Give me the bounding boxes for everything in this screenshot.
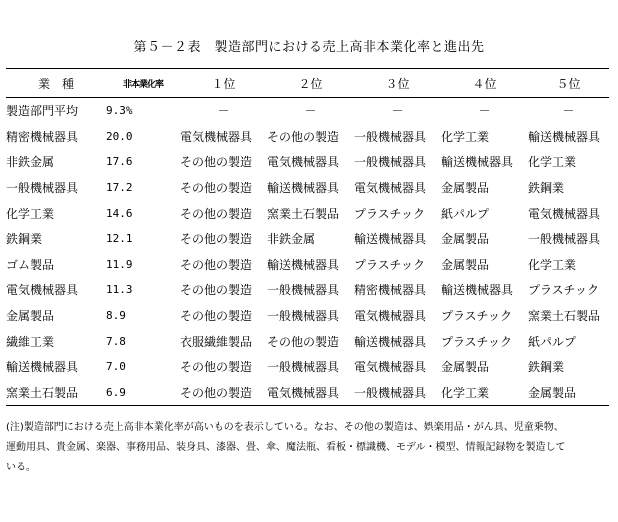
industry-cell: 輸送機械器具 xyxy=(6,360,79,375)
table-row xyxy=(6,303,609,329)
rank-cell: その他の製造 xyxy=(180,232,253,247)
industry-cell: 電気機械器具 xyxy=(6,283,79,298)
table-row xyxy=(6,328,609,354)
rank-cell: 紙パルプ xyxy=(528,334,577,349)
rate-cell: 7.0 xyxy=(106,360,126,374)
industry-cell: 製造部門平均 xyxy=(6,104,79,119)
rank-cell: 一般機械器具 xyxy=(267,309,340,324)
rank-cell: その他の製造 xyxy=(267,129,340,144)
rank-cell: 一般機械器具 xyxy=(267,360,340,375)
rank-cell: 精密機械器具 xyxy=(354,283,427,298)
rank-cell: その他の製造 xyxy=(180,309,253,324)
rank-cell: プラスチック xyxy=(354,206,426,221)
rate-cell: 12.1 xyxy=(106,232,133,246)
table-row xyxy=(6,226,609,252)
rate-cell: 7.8 xyxy=(106,334,126,348)
table-row xyxy=(6,354,609,380)
rank-cell: 電気機械器具 xyxy=(354,360,427,375)
rate-cell: 20.0 xyxy=(106,129,133,143)
rank-cell: 輸送機械器具 xyxy=(267,257,340,272)
rank-cell: プラスチック xyxy=(528,283,600,298)
industry-cell: 化学工業 xyxy=(6,206,55,221)
industry-cell: 鉄鋼業 xyxy=(6,232,43,247)
rank-cell: 電気機械器具 xyxy=(267,155,340,170)
rank-cell: 金属製品 xyxy=(441,360,490,375)
rate-cell: 14.6 xyxy=(106,206,133,220)
rank-cell: その他の製造 xyxy=(180,181,253,196)
rank-cell: 輸送機械器具 xyxy=(267,181,340,196)
rank-cell: その他の製造 xyxy=(180,283,253,298)
rank-cell: 一般機械器具 xyxy=(528,232,601,247)
header-rate: 非本業化率 xyxy=(106,69,180,98)
industry-cell: ゴム製品 xyxy=(6,257,55,272)
rank-cell: － xyxy=(478,104,491,119)
rank-cell: プラスチック xyxy=(441,309,513,324)
header-rank-1: １位 xyxy=(180,69,267,98)
rank-cell: 窯業土石製品 xyxy=(267,206,340,221)
rank-cell: プラスチック xyxy=(441,334,513,349)
rank-cell: 電気機械器具 xyxy=(267,380,354,406)
header-rank-4: ４位 xyxy=(441,69,528,98)
rank-cell: その他の製造 xyxy=(180,360,253,375)
rank-cell: 化学工業 xyxy=(528,257,577,272)
rank-cell: その他の製造 xyxy=(180,155,253,170)
rank-cell: 電気機械器具 xyxy=(354,181,427,196)
rank-cell: 輸送機械器具 xyxy=(354,232,427,247)
rank-cell: － xyxy=(562,104,575,119)
table-row xyxy=(6,124,609,150)
data-table xyxy=(6,68,609,406)
rank-cell: 窯業土石製品 xyxy=(528,309,601,324)
rank-cell: その他の製造 xyxy=(267,334,340,349)
industry-cell: 繊維工業 xyxy=(6,334,55,349)
rank-cell: 一般機械器具 xyxy=(267,283,340,298)
rank-cell: その他の製造 xyxy=(180,380,267,406)
rate-cell: 9.3% xyxy=(106,104,133,118)
industry-cell: 精密機械器具 xyxy=(6,129,79,144)
rank-cell: 鉄鋼業 xyxy=(528,360,565,375)
rank-cell: 電気機械器具 xyxy=(354,309,427,324)
table-row xyxy=(6,277,609,303)
rank-cell: その他の製造 xyxy=(180,257,253,272)
rate-cell: 17.6 xyxy=(106,155,133,169)
header-rank-2: ２位 xyxy=(267,69,354,98)
rate-cell: 17.2 xyxy=(106,181,133,195)
rank-cell: 輸送機械器具 xyxy=(441,283,514,298)
industry-cell: 一般機械器具 xyxy=(6,181,79,196)
rank-cell: 非鉄金属 xyxy=(267,232,316,247)
table-row xyxy=(6,149,609,175)
header-rank-3: ３位 xyxy=(354,69,441,98)
rank-cell: － xyxy=(217,104,230,119)
rank-cell: 一般機械器具 xyxy=(354,129,427,144)
rank-cell: 金属製品 xyxy=(528,380,609,406)
rank-cell: 輸送機械器具 xyxy=(354,334,427,349)
industry-cell: 非鉄金属 xyxy=(6,155,55,170)
rank-cell: 輸送機械器具 xyxy=(441,155,514,170)
table-row xyxy=(6,252,609,278)
rate-cell: 6.9 xyxy=(106,380,180,406)
footnote-line: いる。 xyxy=(6,462,36,473)
rank-cell: 金属製品 xyxy=(441,181,490,196)
rank-cell: 金属製品 xyxy=(441,257,490,272)
rank-cell: 一般機械器具 xyxy=(354,155,427,170)
rank-cell: － xyxy=(304,104,317,119)
header-rank-5: ５位 xyxy=(528,69,609,98)
table-row xyxy=(6,98,609,124)
rank-cell: 電気機械器具 xyxy=(180,129,253,144)
footnote xyxy=(6,418,612,478)
rate-cell: 11.9 xyxy=(106,257,133,271)
table-row xyxy=(6,380,609,406)
industry-cell: 窯業土石製品 xyxy=(6,380,106,406)
footnote-line: (注)製造部門における売上高非本業化率が高いものを表示している。なお、その他の製造は、娯楽用品・がん具、児童乗物、 xyxy=(6,422,564,433)
rank-cell: 電気機械器具 xyxy=(528,206,601,221)
industry-cell: 金属製品 xyxy=(6,309,55,324)
rate-cell: 8.9 xyxy=(106,309,126,323)
rank-cell: － xyxy=(391,104,404,119)
rank-cell: 輸送機械器具 xyxy=(528,129,601,144)
rate-cell: 11.3 xyxy=(106,283,133,297)
rank-cell: 化学工業 xyxy=(528,155,577,170)
rank-cell: 化学工業 xyxy=(441,380,528,406)
rank-cell: 紙パルプ xyxy=(441,206,490,221)
rank-cell: 化学工業 xyxy=(441,129,490,144)
rank-cell: 衣服繊維製品 xyxy=(180,334,253,349)
header-industry: 業 種 xyxy=(6,69,106,98)
rank-cell: 一般機械器具 xyxy=(354,380,441,406)
rank-cell: その他の製造 xyxy=(180,206,253,221)
footnote-line: 運動用具、貴金属、楽器、事務用品、装身具、漆器、畳、傘、魔法瓶、看板・標識機、モデル・模型、情報記録物を製造して xyxy=(6,442,566,453)
table-row xyxy=(6,175,609,201)
page-title: 第５－２表 製造部門における売上高非本業化率と進出先 xyxy=(133,40,485,55)
rank-cell: 金属製品 xyxy=(441,232,490,247)
header-row xyxy=(6,69,609,98)
table-row xyxy=(6,200,609,226)
rank-cell: 鉄鋼業 xyxy=(528,181,565,196)
rank-cell: プラスチック xyxy=(354,257,426,272)
